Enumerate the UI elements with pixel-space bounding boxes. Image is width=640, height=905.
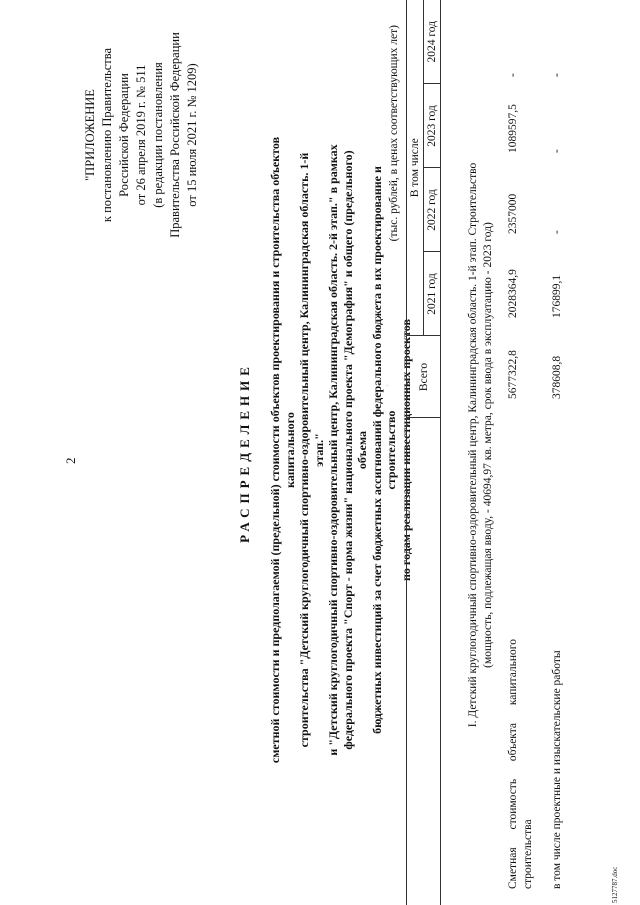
subtitle-line: строительства "Детский круглогодичный спортивно-оздоровительный центр, Калининградская область. 1-й этап."	[297, 152, 326, 748]
appendix-line: от 15 июля 2021 г. № 1209)	[185, 63, 199, 207]
appendix-line: "ПРИЛОЖЕНИЕ	[83, 89, 97, 181]
appendix-line: от 26 апреля 2019 г. № 511	[134, 64, 148, 206]
year-column-header: 2024 год	[424, 0, 441, 84]
section-heading-line: I. Детский круглогодичный спортивно-оздоровительный центр, Калининградская область. 1-й этап. Строительство	[467, 162, 479, 728]
subtitle-line: сметной стоимости и предполагаемой (предельной) стоимости объектов проектирования и строительства объектов капитального	[268, 136, 297, 764]
cell-2024: -	[551, 73, 563, 77]
units-note: (тыс. рублей, в ценах соответствующих лет)	[388, 25, 400, 242]
total-column-header: Всего	[407, 336, 441, 418]
subtitle-line: и "Детский круглогодичный спортивно-оздоровительный центр, Калининградская область. 2-й этап." в рамках	[326, 144, 340, 756]
cell-2021: 176899,1	[551, 274, 563, 318]
year-column-header: 2022 год	[424, 168, 441, 252]
cell-2022: 2357000	[507, 193, 519, 234]
appendix-block	[82, 0, 201, 285]
stray-mark: ·	[383, 384, 392, 387]
cell-2023: -	[551, 149, 563, 153]
section-heading-line: (мощность, подлежащая вводу, - 40694,97 кв. метра, срок ввода в эксплуатацию - 2023 год)	[482, 222, 494, 668]
document-title: РАСПРЕДЕЛЕНИЕ	[237, 362, 252, 543]
row-label-continued: строительства	[522, 819, 534, 889]
including-column-header: В том числе	[407, 0, 424, 336]
cell-2023: 1089597,5	[507, 104, 519, 153]
subtitle-line: бюджетных инвестиций за счет бюджетных ассигнований федерального бюджета в их проектирование и строительство	[369, 166, 398, 734]
cell-total: 5677322,8	[507, 350, 519, 399]
cell-2021: 2028364,9	[507, 269, 519, 318]
appendix-line: Правительства Российской Федерации	[168, 32, 182, 238]
row-label: в том числе проектные и изыскательские работы	[551, 650, 563, 889]
appendix-line: к постановлению Правительства	[100, 47, 114, 223]
row-label: Сметная стоимость объекта капитального	[507, 639, 519, 889]
subtitle-line: федерального проекта "Спорт - норма жизни" национального проекта "Демография" и общего (предельного) объема	[340, 150, 369, 750]
label-column-header	[407, 418, 441, 905]
cell-2022: -	[551, 230, 563, 234]
page-number: 2	[63, 457, 78, 464]
appendix-line: (в редакции постановления	[151, 62, 165, 208]
table-header	[406, 0, 441, 905]
year-column-header: 2023 год	[424, 84, 441, 168]
appendix-line: Российской Федерации	[117, 73, 131, 197]
subtitle-line: по годам реализации инвестиционных проектов	[398, 319, 413, 581]
footer-code: 5127787.doc	[611, 866, 619, 903]
year-column-header: 2021 год	[424, 252, 441, 336]
cell-2024: -	[507, 73, 519, 77]
cell-total: 378608,8	[551, 355, 563, 399]
section-heading	[466, 5, 496, 885]
